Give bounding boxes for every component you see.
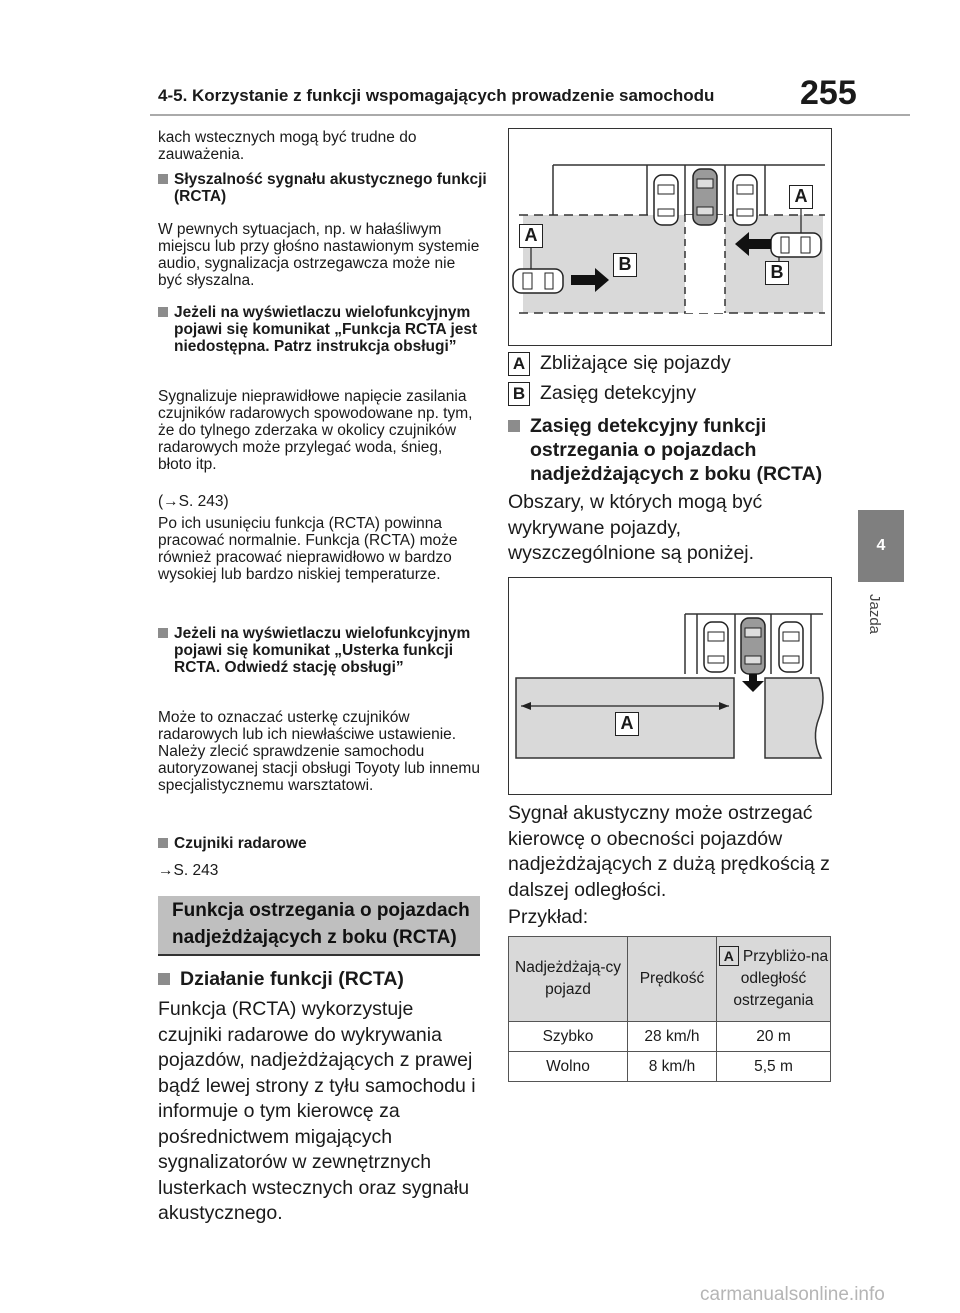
left-paragraph-2c: Po ich usunięciu funkcja (RCTA) powinna pracować normalnie. Funkcja (RCTA) może również pracować nieprawidłowo w bardzo wysokiej lub bardzo niskiej temperaturze. — [158, 515, 458, 583]
parked-car-icon — [654, 175, 678, 225]
approaching-car-left-icon — [513, 269, 563, 293]
chapter-tab[interactable]: 4 — [858, 510, 904, 582]
table-cell: 28 km/h — [628, 1022, 717, 1052]
left-heading-5: Działanie funkcji (RCTA) — [158, 967, 502, 991]
section-title-box — [158, 896, 480, 956]
legend-a — [508, 352, 731, 376]
legend-b-letter: B — [508, 382, 530, 406]
speed-distance-table — [508, 936, 831, 1082]
square-bullet-icon — [158, 174, 168, 184]
watermark: carmanualsonline.info — [700, 1284, 885, 1305]
table-header-distance-letter: A — [719, 946, 739, 966]
right-paragraph-7: Sygnał akustyczny może ostrzegać kierowcę o obecności pojazdów nadjeżdżających z dużą prędkością z dalszej odległości. — [508, 802, 830, 901]
section-title-line-2: nadjeżdżających z boku (RCTA) — [172, 927, 457, 948]
page-number: 255 — [800, 74, 857, 112]
right-heading-6: Zasięg detekcyjny funkcji ostrzegania o pojazdach nadjeżdżających z boku (RCTA) — [508, 414, 852, 486]
right-paragraph-6: Obszary, w których mogą być wykrywane pojazdy, wyszczególnione są poniżej. — [508, 491, 763, 564]
legend-b-text: Zasięg detekcyjny — [540, 382, 697, 404]
left-paragraph-1: W pewnych sytuacjach, np. w hałaśliwym miejscu lub przy głośno nastawionym systemie audio, sygnalizacja ostrzegawcza może nie być słyszalna. — [158, 221, 480, 289]
left-paragraph-2a: Sygnalizuje nieprawidłowe napięcie zasilania czujników radarowych spowodowane np. tym, że do tylnego zderzaka w okolicy czujników radarowych może przylegać woda, śnieg, błoto itp. — [158, 388, 473, 473]
left-paragraph-3: Może to oznaczać usterkę czujników radarowych lub ich niewłaściwe ustawienie. Należy zlecić sprawdzenie samochodu autoryzowanej stacji obsługi Toyoty lub innemu specjalistycznemu warsztatowi. — [158, 709, 480, 794]
section-title-line-1: Funkcja ostrzegania o pojazdach — [172, 900, 470, 921]
approaching-car-right-icon — [771, 233, 821, 257]
left-heading-2: Jeżeli na wyświetlaczu wielofunkcyjnym pojawi się komunikat „Funkcja RCTA jest niedostępna. Patrz instrukcja obsługi” — [158, 304, 496, 355]
right-paragraph-8: Przykład: — [508, 906, 589, 928]
left-heading-1: Słyszalność sygnału akustycznego funkcji (RCTA) — [158, 171, 496, 205]
rcta-diagram-1-svg — [509, 129, 831, 345]
square-bullet-icon — [158, 307, 168, 317]
table-cell: Wolno — [509, 1052, 628, 1082]
legend-a-letter: A — [508, 352, 530, 376]
table-row — [509, 1052, 831, 1082]
legend-a-text: Zbliżające się pojazdy — [540, 352, 731, 374]
rcta-diagram-1 — [508, 128, 832, 346]
arrow-down-icon — [742, 674, 764, 692]
table-row — [509, 1022, 831, 1052]
label-a-range: A — [615, 712, 639, 736]
left-paragraph-0: kach wstecznych mogą być trudne do zauważenia. — [158, 129, 417, 163]
square-bullet-icon — [158, 628, 168, 638]
own-car-icon — [693, 169, 717, 225]
detection-zone-right — [765, 678, 823, 758]
parked-car-icon — [779, 622, 803, 672]
table-header-distance: A Przybliżo-na odległość ostrzegania — [717, 937, 831, 1022]
square-bullet-icon — [158, 838, 168, 848]
label-b-right: B — [765, 261, 789, 285]
label-b-center: B — [613, 253, 637, 277]
table-header-speed: Prędkość — [628, 937, 717, 1022]
table-cell: 8 km/h — [628, 1052, 717, 1082]
parked-car-icon — [733, 175, 757, 225]
table-cell: 20 m — [717, 1022, 831, 1052]
left-heading-4: Czujniki radarowe — [158, 835, 496, 852]
rcta-diagram-2 — [508, 577, 832, 795]
square-bullet-icon — [158, 973, 170, 985]
left-heading-3: Jeżeli na wyświetlaczu wielofunkcyjnym pojawi się komunikat „Usterka funkcji RCTA. Odwiedź stację obsługi” — [158, 625, 496, 676]
table-cell: 5,5 m — [717, 1052, 831, 1082]
label-a-right: A — [789, 185, 813, 209]
table-cell: Szybko — [509, 1022, 628, 1052]
table-header-vehicle: Nadjeżdżają-cy pojazd — [509, 937, 628, 1022]
left-paragraph-5: Funkcja (RCTA) wykorzystuje czujniki radarowe do wykrywania pojazdów, nadjeżdżających z prawej bądź lewej strony z tyłu samochodu i informuje o tym kierowcę za pośrednictwem migających sygnalizatorów w zewnętrznych lusterkach wstecznych oraz sygnału akustycznego. — [158, 998, 476, 1224]
left-paragraph-4: →S. 243 — [158, 862, 219, 879]
header-title: 4-5. Korzystanie z funkcji wspomagających prowadzenie samochodu — [158, 86, 715, 105]
header-rule — [150, 114, 910, 116]
chapter-label: Jazda — [866, 594, 883, 635]
own-lane — [685, 215, 725, 313]
rcta-diagram-2-svg — [509, 578, 831, 794]
label-a-left: A — [519, 224, 543, 248]
parked-car-icon — [704, 622, 728, 672]
square-bullet-icon — [508, 420, 520, 432]
own-car-icon — [741, 618, 765, 674]
left-paragraph-2b: (→S. 243) — [158, 493, 229, 510]
legend-b — [508, 382, 696, 406]
table-header-row — [509, 937, 831, 1022]
